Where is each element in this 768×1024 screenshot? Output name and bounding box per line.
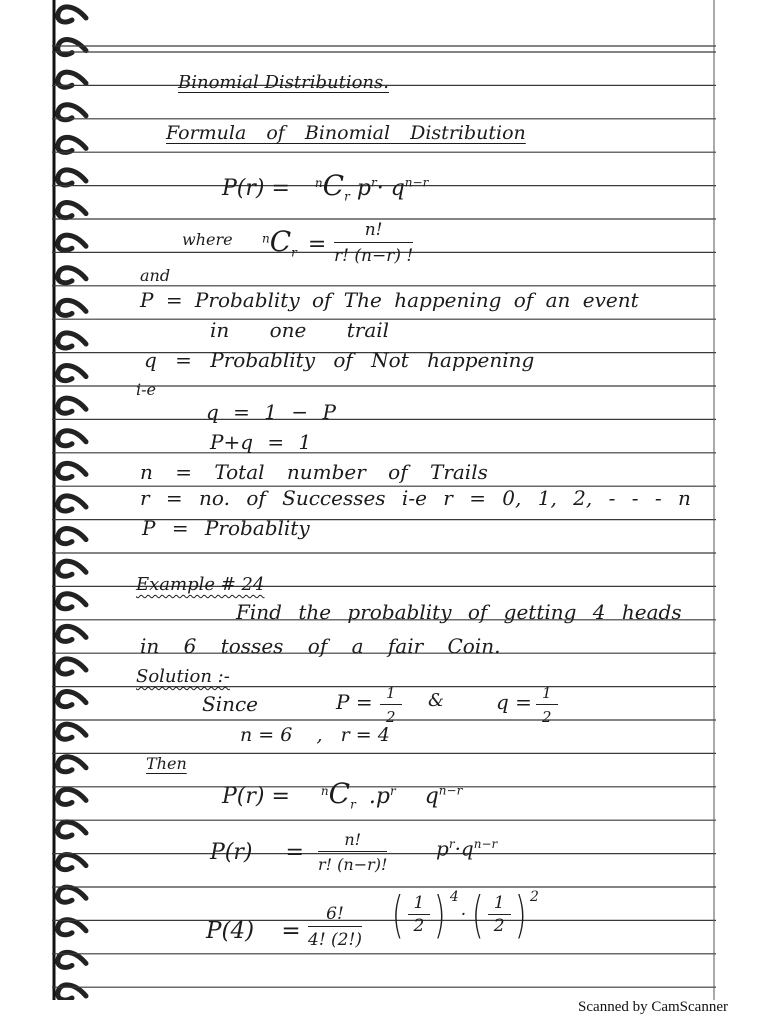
step3-lhs: P(4) = [206, 918, 301, 944]
p-definition-line2: in one trail [210, 318, 390, 342]
q-value-label: q = [496, 690, 532, 714]
step2-lhs: P(r) = [210, 840, 304, 865]
step1-formula: $P(r) = ^nC_r$ $.p^r$ $q^{n-r}$ [222, 777, 463, 812]
step2-fraction: n! r! (n−r)! [318, 830, 388, 874]
q-definition: q = Probablity of Not happening [144, 348, 535, 372]
p-value-label: P = [336, 690, 373, 714]
formula-heading: Formula of Binomial Distribution [166, 122, 526, 144]
p-plus-q-equation: P+q = 1 [210, 430, 312, 454]
scanner-watermark: Scanned by CamScanner [578, 999, 728, 1015]
example-question-line2: in 6 tosses of a fair Coin. [140, 634, 501, 658]
n-definition: n = Total number of Trails [140, 460, 488, 484]
step3-power-terms: ( $\frac{1}{2}$ ) $^4$ · ( $\frac{1}{2}$ ) $^2$ [391, 886, 539, 944]
example-heading: Example # 24 [136, 574, 265, 595]
main-formula: $P(r) = ^nC_r$ $p^r\cdot q^{n-r}$ [222, 169, 429, 204]
p-value-fraction: 1 2 [380, 684, 402, 726]
probability-definition: P = Probablity [142, 516, 310, 540]
ie-label: i-e [136, 380, 156, 399]
combination-fraction: n! r! (n−r) ! [334, 220, 414, 266]
n-r-values: n = 6 , r = 4 [240, 724, 390, 746]
r-definition: r = no. of Successes i-e r = 0, 1, 2, - - - n [140, 486, 691, 510]
combination-definition: $^nC_r$ = [262, 225, 327, 260]
where-label: where [182, 230, 233, 249]
solution-heading: Solution :- [136, 666, 230, 687]
step2-rhs: $p^r\cdot q^{n-r}$ [436, 836, 498, 861]
p-definition-line1: P = Probablity of The happening of an event [140, 288, 639, 312]
and-label: and [140, 266, 171, 285]
page-title: Binomial Distributions. [178, 72, 389, 93]
q-value-fraction: 1 2 [536, 684, 558, 726]
since-label: Since [202, 692, 259, 716]
then-label: Then [146, 754, 187, 773]
step3-fraction: 6! 4! (2!) [308, 904, 362, 950]
q-equation: q = 1 − P [206, 400, 336, 424]
ampersand: & [428, 690, 445, 711]
example-question-line1: Find the probablity of getting 4 heads [236, 600, 682, 624]
